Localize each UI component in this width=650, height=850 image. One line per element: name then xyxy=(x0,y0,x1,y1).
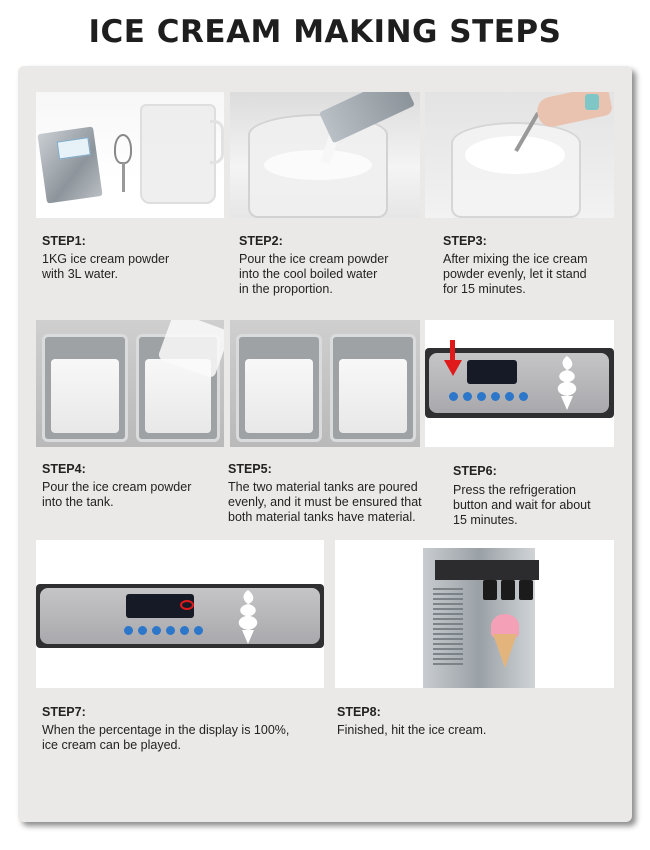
step4-text: Pour the ice cream powder into the tank. xyxy=(42,480,192,509)
step3-label: STEP3: xyxy=(443,234,487,248)
step8-label: STEP8: xyxy=(337,705,381,719)
red-arrow-icon xyxy=(444,360,462,376)
step8-text: Finished, hit the ice cream. xyxy=(337,723,487,737)
whisk-icon xyxy=(114,134,132,164)
material-tank-left xyxy=(236,334,322,442)
step6-text: Press the refrigeration button and wait for about 15 minutes. xyxy=(453,483,591,527)
step1-label: STEP1: xyxy=(42,234,86,248)
powder-bag-icon xyxy=(37,126,102,203)
step7-photo xyxy=(36,540,324,688)
hand-icon xyxy=(535,92,614,129)
step6-photo xyxy=(425,320,614,447)
red-circle-icon xyxy=(180,600,194,610)
step5-label: STEP5: xyxy=(228,462,272,476)
step3-text: After mixing the ice cream powder evenly, let it stand for 15 minutes. xyxy=(443,252,588,296)
display-screen xyxy=(467,360,517,384)
soft-serve-logo-icon xyxy=(226,586,270,646)
step5-photo xyxy=(230,320,420,447)
step4-label: STEP4: xyxy=(42,462,86,476)
step3-photo xyxy=(425,92,614,218)
step7-text: When the percentage in the display is 100%, ice cream can be played. xyxy=(42,723,290,752)
step8-photo xyxy=(335,540,614,688)
step2-text: Pour the ice cream powder into the cool boiled water in the proportion. xyxy=(239,252,389,296)
material-tank-left xyxy=(42,334,128,442)
step6-label: STEP6: xyxy=(453,464,497,478)
step2-photo xyxy=(230,92,420,218)
material-tank-right xyxy=(330,334,416,442)
soft-serve-logo-icon xyxy=(545,352,589,412)
ice-cream-cone-icon xyxy=(493,634,517,668)
step1-text: 1KG ice cream powder with 3L water. xyxy=(42,252,170,281)
refrigeration-button[interactable] xyxy=(449,392,458,401)
control-panel xyxy=(36,584,324,648)
step4-photo xyxy=(36,320,224,447)
step5-text: The two material tanks are poured evenly, and it must be ensured that both material tanks have material. xyxy=(228,480,422,524)
step7-label: STEP7: xyxy=(42,705,86,719)
page-title: ICE CREAM MAKING STEPS xyxy=(88,14,562,50)
step2-label: STEP2: xyxy=(239,234,283,248)
step1-photo xyxy=(36,92,224,218)
measuring-jug-icon xyxy=(140,104,216,204)
